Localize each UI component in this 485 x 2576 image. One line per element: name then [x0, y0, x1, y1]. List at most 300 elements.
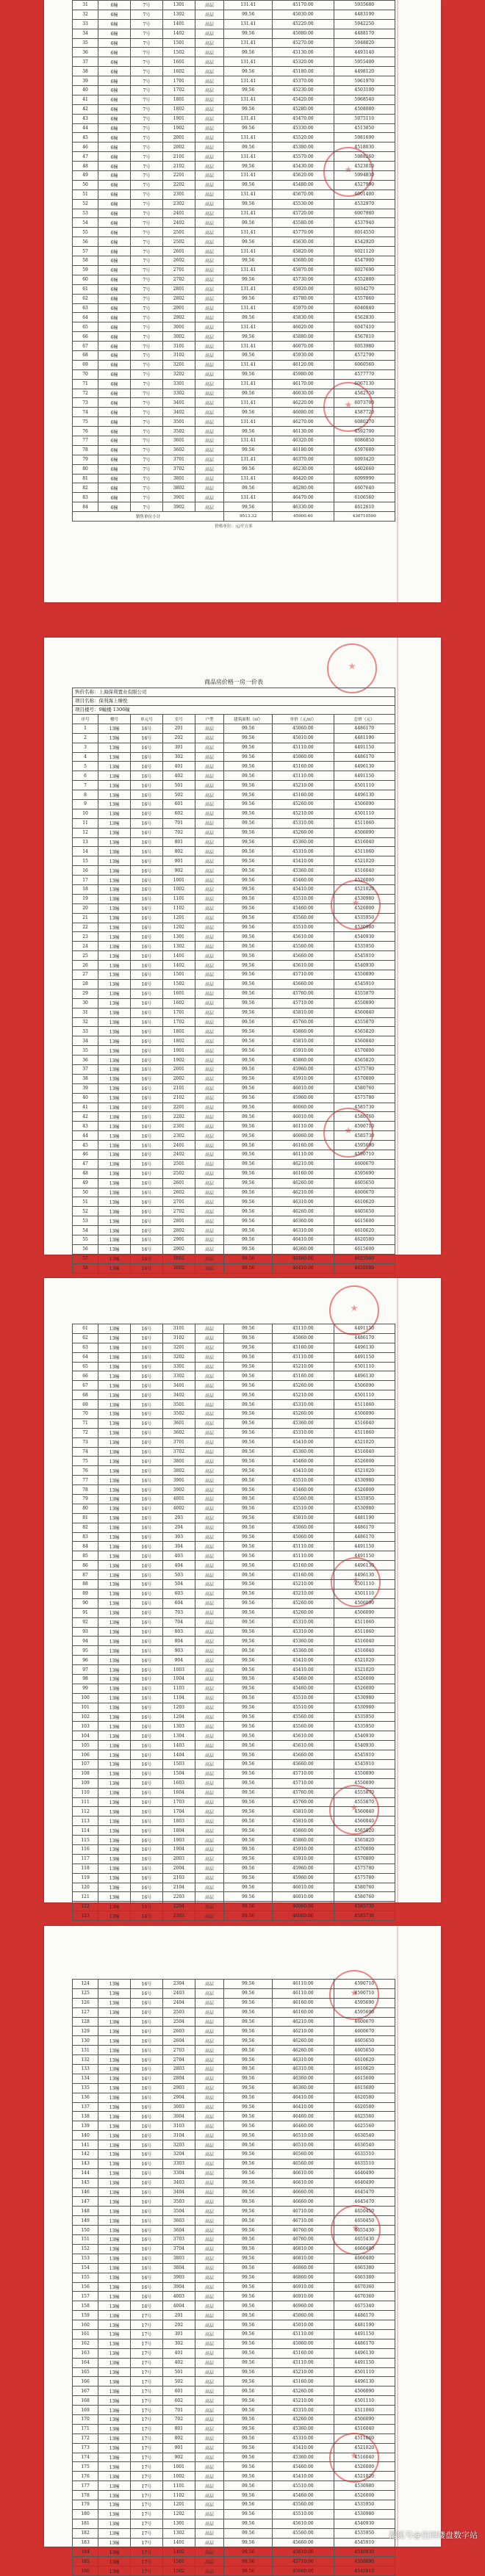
table-cell: 13幢: [98, 2500, 131, 2509]
table-cell: 高层: [195, 2406, 224, 2415]
table-cell: 46410.00: [273, 2102, 334, 2112]
table-row: [73, 133, 395, 142]
table-cell: 99.56: [224, 1570, 273, 1580]
table-cell: 高层: [195, 294, 224, 303]
table-cell: 高层: [195, 350, 224, 360]
table-cell: 高层: [195, 1169, 224, 1178]
table-cell: 99.56: [224, 408, 273, 417]
table-cell: 17号: [131, 2566, 163, 2576]
table-cell: 16号: [131, 1769, 163, 1778]
table-cell: 6幢: [98, 342, 131, 351]
table-cell: 高层: [195, 237, 224, 247]
table-cell: 99.56: [224, 2453, 273, 2462]
table-cell: 45210.00: [273, 781, 334, 790]
table-cell: 45310.00: [273, 1627, 334, 1637]
table-cell: 4595690: [334, 1998, 395, 2007]
table-cell: 高层: [195, 2226, 224, 2235]
table-cell: 46360.00: [273, 2074, 334, 2083]
table-cell: 16号: [131, 1485, 163, 1495]
table-cell: 16号: [131, 2131, 163, 2140]
table-cell: 13幢: [98, 2263, 131, 2273]
table-cell: 57: [73, 1254, 98, 1263]
table-cell: 99.56: [224, 1513, 273, 1523]
table-cell: 16号: [131, 2150, 163, 2160]
table-cell: 99.56: [224, 1083, 273, 1093]
table-cell: 2101: [162, 152, 195, 162]
table-cell: 99.56: [224, 1637, 273, 1646]
table-cell: 3004: [162, 2112, 195, 2121]
table-cell: 13幢: [98, 1352, 131, 1362]
table-cell: 13幢: [98, 2027, 131, 2036]
table-cell: 4585730: [334, 1131, 395, 1141]
table-cell: 502: [162, 790, 195, 800]
table-cell: 4570800: [334, 1854, 395, 1864]
table-cell: 高层: [195, 389, 224, 398]
table-row: [73, 1064, 395, 1074]
table-cell: 4587720: [334, 408, 395, 417]
table-cell: 4575780: [334, 1864, 395, 1873]
table-cell: 4526000: [334, 903, 395, 913]
table-cell: 13幢: [98, 1703, 131, 1712]
table-cell: 45030.00: [273, 10, 334, 19]
table-cell: 13幢: [98, 1684, 131, 1693]
table-row: [73, 1617, 395, 1627]
table-cell: 13幢: [98, 2159, 131, 2168]
table-cell: 13幢: [98, 1074, 131, 1083]
table-cell: 99.56: [224, 1589, 273, 1598]
table-cell: 高层: [195, 2168, 224, 2178]
table-cell: 6幢: [98, 67, 131, 76]
table-cell: 2402: [162, 218, 195, 228]
table-row: [73, 979, 395, 989]
table-row: [73, 2301, 395, 2311]
table-cell: 1702: [162, 1017, 195, 1027]
table-cell: 4600670: [334, 2027, 395, 2036]
table-row: [73, 389, 395, 398]
table-cell: 2904: [162, 2093, 195, 2102]
column-header: 楼号: [98, 715, 131, 724]
table-cell: 46560.00: [273, 2150, 334, 2160]
table-row: [73, 2509, 395, 2519]
table-cell: 46460.00: [273, 1254, 334, 1263]
table-cell: 75: [73, 1457, 98, 1466]
table-cell: 99.56: [224, 2329, 273, 2339]
table-cell: 99.56: [224, 1122, 273, 1131]
table-cell: 13幢: [98, 771, 131, 781]
table-cell: 高层: [195, 1159, 224, 1169]
table-cell: 高层: [195, 1883, 224, 1892]
table-cell: 5968540: [334, 95, 395, 104]
table-cell: 99.56: [224, 1437, 273, 1447]
table-row: [73, 1836, 395, 1845]
table-cell: 高层: [195, 998, 224, 1008]
table-cell: 46860.00: [273, 2273, 334, 2282]
table-cell: 90: [73, 1598, 98, 1608]
table-cell: 47: [73, 1159, 98, 1169]
table-cell: 4612610: [334, 502, 395, 512]
table-cell: 4545910: [334, 2538, 395, 2547]
table-cell: 17号: [131, 2367, 163, 2377]
table-cell: 4595690: [334, 2007, 395, 2017]
table-cell: 99.56: [224, 2036, 273, 2046]
table-cell: 2202: [162, 180, 195, 190]
table-cell: 3901: [162, 493, 195, 502]
table-cell: 86: [73, 1561, 98, 1570]
table-cell: 4496130: [334, 1343, 395, 1352]
table-cell: 16号: [131, 2282, 163, 2292]
table-cell: 1001: [162, 2462, 195, 2472]
table-cell: 高层: [195, 2102, 224, 2112]
table-cell: 高层: [195, 1046, 224, 1056]
table-cell: 6幢: [98, 427, 131, 436]
table-cell: 17号: [131, 2320, 163, 2330]
table-cell: 高层: [195, 1263, 224, 1273]
table-cell: 4530980: [334, 1693, 395, 1703]
table-cell: 4550890: [334, 998, 395, 1008]
table-cell: 高层: [195, 837, 224, 847]
table-cell: 54: [73, 1226, 98, 1235]
table-cell: 16号: [131, 989, 163, 998]
table-cell: 16号: [131, 1703, 163, 1712]
table-cell: 高层: [195, 1362, 224, 1371]
table-cell: 45510.00: [273, 894, 334, 903]
table-cell: 16号: [131, 1731, 163, 1741]
table-cell: 13幢: [98, 724, 131, 733]
table-cell: 4491150: [334, 743, 395, 752]
table-cell: 6034270: [334, 284, 395, 294]
table-cell: 2201: [162, 171, 195, 181]
table-row: [73, 2197, 395, 2207]
table-cell: 高层: [195, 790, 224, 800]
table-cell: 高层: [195, 2472, 224, 2481]
table-cell: 6幢: [98, 180, 131, 190]
table-cell: 150: [73, 2226, 98, 2235]
table-cell: 16号: [131, 1197, 163, 1207]
column-header: 室号: [162, 715, 195, 724]
table-cell: 45510.00: [273, 923, 334, 932]
table-cell: 93: [73, 1627, 98, 1637]
table-cell: 45110.00: [273, 771, 334, 781]
table-cell: 13幢: [98, 1112, 131, 1122]
table-cell: 37: [73, 57, 98, 67]
table-cell: 99.56: [224, 876, 273, 885]
table-cell: 16号: [131, 2168, 163, 2178]
table-cell: 45510.00: [273, 1703, 334, 1712]
table-cell: 7号: [131, 19, 163, 29]
table-cell: 46610.00: [273, 2178, 334, 2187]
table-cell: 7号: [131, 76, 163, 86]
table-cell: 4590710: [334, 1980, 395, 1989]
table-cell: 7号: [131, 332, 163, 342]
table-cell: 7号: [131, 162, 163, 171]
table-cell: 16号: [131, 1637, 163, 1646]
table-cell: 高层: [195, 2017, 224, 2027]
table-cell: 1402: [162, 2547, 195, 2557]
table-cell: 46010.00: [273, 1083, 334, 1093]
table-row: [73, 1769, 395, 1778]
table-cell: 高层: [195, 1064, 224, 1074]
table-cell: 1203: [162, 1703, 195, 1712]
table-row: [73, 2491, 395, 2500]
table-cell: 46460.00: [273, 2112, 334, 2121]
table-cell: 6幢: [98, 48, 131, 57]
table-cell: 52: [73, 1207, 98, 1216]
table-cell: 7号: [131, 303, 163, 313]
table-cell: 99.56: [224, 483, 273, 493]
table-cell: 高层: [195, 1608, 224, 1617]
table-cell: 高层: [195, 1864, 224, 1873]
table-row: [73, 1703, 395, 1712]
table-cell: 高层: [195, 923, 224, 932]
table-row: [73, 1131, 395, 1141]
table-cell: 16号: [131, 743, 163, 752]
table-cell: 17号: [131, 2557, 163, 2566]
table-cell: 13幢: [98, 942, 131, 951]
table-cell: 13幢: [98, 2414, 131, 2424]
table-cell: 6幢: [98, 10, 131, 19]
table-cell: 1202: [162, 923, 195, 932]
table-cell: 13幢: [98, 1523, 131, 1532]
table-row: [73, 1854, 395, 1864]
table-cell: 45720.00: [273, 209, 334, 218]
table-cell: 45460.00: [273, 1684, 334, 1693]
table-cell: 135: [73, 2083, 98, 2093]
table-row: [73, 190, 395, 199]
table-cell: 160: [73, 2320, 98, 2330]
table-cell: 16号: [131, 2036, 163, 2046]
table-cell: 高层: [195, 1731, 224, 1741]
table-cell: 13幢: [98, 1902, 131, 1911]
table-cell: 高层: [195, 1216, 224, 1226]
table-cell: 4491150: [334, 2329, 395, 2339]
table-cell: 15: [73, 856, 98, 866]
source-watermark: 搜狐号@佳园楼盘数字站: [389, 2530, 478, 2540]
table-cell: 99.56: [224, 294, 273, 303]
table-cell: 45430.00: [273, 162, 334, 171]
table-cell: 高层: [195, 265, 224, 275]
table-cell: 13幢: [98, 1027, 131, 1036]
table-cell: 100: [73, 1693, 98, 1703]
table-cell: 高层: [195, 1447, 224, 1457]
table-cell: 45980.00: [273, 369, 334, 379]
table-cell: 133: [73, 2065, 98, 2074]
table-cell: 69: [73, 360, 98, 369]
table-cell: 16号: [131, 1178, 163, 1188]
table-row: [73, 2263, 395, 2273]
table-cell: 高层: [195, 2311, 224, 2320]
table-cell: 1502: [162, 48, 195, 57]
table-cell: 45380.00: [273, 142, 334, 152]
table-row: [73, 29, 395, 38]
table-cell: 3701: [162, 455, 195, 464]
table-cell: 13幢: [98, 2083, 131, 2093]
table-cell: 120: [73, 1883, 98, 1892]
table-cell: 16号: [131, 2273, 163, 2282]
table-cell: 高层: [195, 2329, 224, 2339]
table-cell: 7号: [131, 10, 163, 19]
column-header: 单元号: [131, 715, 163, 724]
table-cell: 3603: [162, 2216, 195, 2226]
table-cell: 16号: [131, 2226, 163, 2235]
table-cell: 17号: [131, 2424, 163, 2434]
table-cell: 99.56: [224, 2102, 273, 2112]
table-cell: 1602: [162, 998, 195, 1008]
table-cell: 4577770: [334, 369, 395, 379]
table-cell: 4506090: [334, 1598, 395, 1608]
table-cell: 7号: [131, 408, 163, 417]
table-cell: 134: [73, 2074, 98, 2083]
table-cell: 45330.00: [273, 123, 334, 133]
table-cell: 4555870: [334, 1797, 395, 1807]
table-cell: 45060.00: [273, 1333, 334, 1343]
table-cell: 16号: [131, 1244, 163, 1254]
table-cell: 高层: [195, 2367, 224, 2377]
table-row: [73, 1998, 395, 2007]
table-cell: 4600670: [334, 1188, 395, 1197]
table-cell: 84: [73, 1542, 98, 1551]
table-cell: 13幢: [98, 837, 131, 847]
table-cell: 99.56: [224, 427, 273, 436]
table-cell: 45970.00: [273, 303, 334, 313]
table-cell: 45760.00: [273, 989, 334, 998]
table-cell: 7号: [131, 427, 163, 436]
table-cell: 175: [73, 2462, 98, 2472]
table-cell: 16号: [131, 1131, 163, 1141]
table-cell: 高层: [195, 1131, 224, 1141]
table-cell: 4607640: [334, 483, 395, 493]
table-cell: 45530.00: [273, 199, 334, 209]
table-cell: 16号: [131, 1410, 163, 1419]
table-cell: 17号: [131, 2406, 163, 2415]
table-cell: 9: [73, 800, 98, 809]
table-cell: 45570.00: [273, 152, 334, 162]
table-cell: 99.56: [224, 2187, 273, 2197]
table-cell: 45410.00: [273, 1665, 334, 1675]
table-cell: 高层: [195, 2528, 224, 2538]
table-row: [73, 1093, 395, 1103]
table-cell: 13幢: [98, 1093, 131, 1103]
table-cell: 高层: [195, 417, 224, 427]
table-cell: 17号: [131, 2396, 163, 2406]
table-cell: 45960.00: [273, 1864, 334, 1873]
table-row: [73, 2386, 395, 2396]
table-cell: 45710.00: [273, 998, 334, 1008]
table-cell: 201: [162, 724, 195, 733]
table-cell: 503: [162, 1570, 195, 1580]
table-cell: 1301: [162, 1, 195, 10]
table-cell: 16号: [131, 1504, 163, 1513]
table-cell: 13: [73, 837, 98, 847]
table-cell: 4555870: [334, 1017, 395, 1027]
table-cell: 21: [73, 913, 98, 923]
table-cell: 603: [162, 1589, 195, 1598]
table-cell: 16号: [131, 2065, 163, 2074]
table-cell: 2103: [162, 1873, 195, 1883]
table-cell: 2102: [162, 162, 195, 171]
table-cell: 13幢: [98, 2434, 131, 2443]
table-row: [73, 379, 395, 389]
table-cell: 101: [73, 1703, 98, 1712]
table-cell: 4602660: [334, 464, 395, 474]
table-cell: 45130.00: [273, 48, 334, 57]
table-cell: 2401: [162, 1141, 195, 1150]
table-cell: 46310.00: [273, 1197, 334, 1207]
table-cell: 45210.00: [273, 1589, 334, 1598]
table-cell: 704: [162, 1617, 195, 1627]
table-cell: 99.56: [224, 142, 273, 152]
table-cell: 169: [73, 2406, 98, 2415]
table-cell: 4483190: [334, 10, 395, 19]
table-cell: 16号: [131, 1263, 163, 1273]
table-row: [73, 1598, 395, 1608]
table-cell: 17号: [131, 2443, 163, 2453]
table-cell: 13幢: [98, 828, 131, 837]
table-cell: 4486170: [334, 752, 395, 762]
table-cell: 4501110: [334, 2396, 395, 2406]
table-cell: 75: [73, 417, 98, 427]
table-cell: 13幢: [98, 1532, 131, 1542]
table-cell: 13幢: [98, 1864, 131, 1873]
table-row: [73, 2168, 395, 2178]
table-cell: 6幢: [98, 332, 131, 342]
subtotal-label: 销售单位小计: [73, 512, 224, 522]
table-cell: 99.56: [224, 2547, 273, 2557]
table-cell: 45460.00: [273, 2462, 334, 2472]
table-cell: 45230.00: [273, 86, 334, 95]
table-cell: 13幢: [98, 2131, 131, 2140]
table-cell: 4511060: [334, 847, 395, 856]
table-cell: 1404: [162, 1750, 195, 1760]
table-cell: 118: [73, 1864, 98, 1873]
table-cell: 1601: [162, 989, 195, 998]
table-row: [73, 247, 395, 256]
table-cell: 17号: [131, 2538, 163, 2547]
table-cell: 99.56: [224, 1980, 273, 1989]
table-cell: 4620580: [334, 2102, 395, 2112]
table-cell: 4640490: [334, 2168, 395, 2178]
table-cell: 3503: [162, 2197, 195, 2207]
table-cell: 72: [73, 389, 98, 398]
table-cell: 46060.00: [273, 1902, 334, 1911]
table-cell: 5948820: [334, 38, 395, 48]
table-cell: 2401: [162, 209, 195, 218]
table-cell: 4530980: [334, 923, 395, 932]
table-cell: 45460.00: [273, 1485, 334, 1495]
table-cell: 99.56: [224, 1741, 273, 1750]
table-cell: 46760.00: [273, 2226, 334, 2235]
table-cell: 4590710: [334, 1122, 395, 1131]
table-cell: 45960.00: [273, 1093, 334, 1103]
table-cell: 2801: [162, 284, 195, 294]
table-cell: 3804: [162, 2263, 195, 2273]
table-cell: 3901: [162, 1476, 195, 1485]
table-cell: 1101: [162, 894, 195, 903]
table-cell: 99.56: [224, 2500, 273, 2509]
table-cell: 13幢: [98, 2301, 131, 2311]
table-cell: 16号: [131, 866, 163, 876]
table-cell: 802: [162, 847, 195, 856]
table-cell: 13幢: [98, 1476, 131, 1485]
table-cell: 46310.00: [273, 1226, 334, 1235]
table-cell: 3101: [162, 342, 195, 351]
table-cell: 13幢: [98, 2557, 131, 2566]
table-cell: 140: [73, 2131, 98, 2140]
table-cell: 高层: [195, 2273, 224, 2282]
table-cell: 45210.00: [273, 2367, 334, 2377]
table-cell: 702: [162, 828, 195, 837]
table-cell: 1502: [162, 979, 195, 989]
table-cell: 高层: [195, 2443, 224, 2453]
